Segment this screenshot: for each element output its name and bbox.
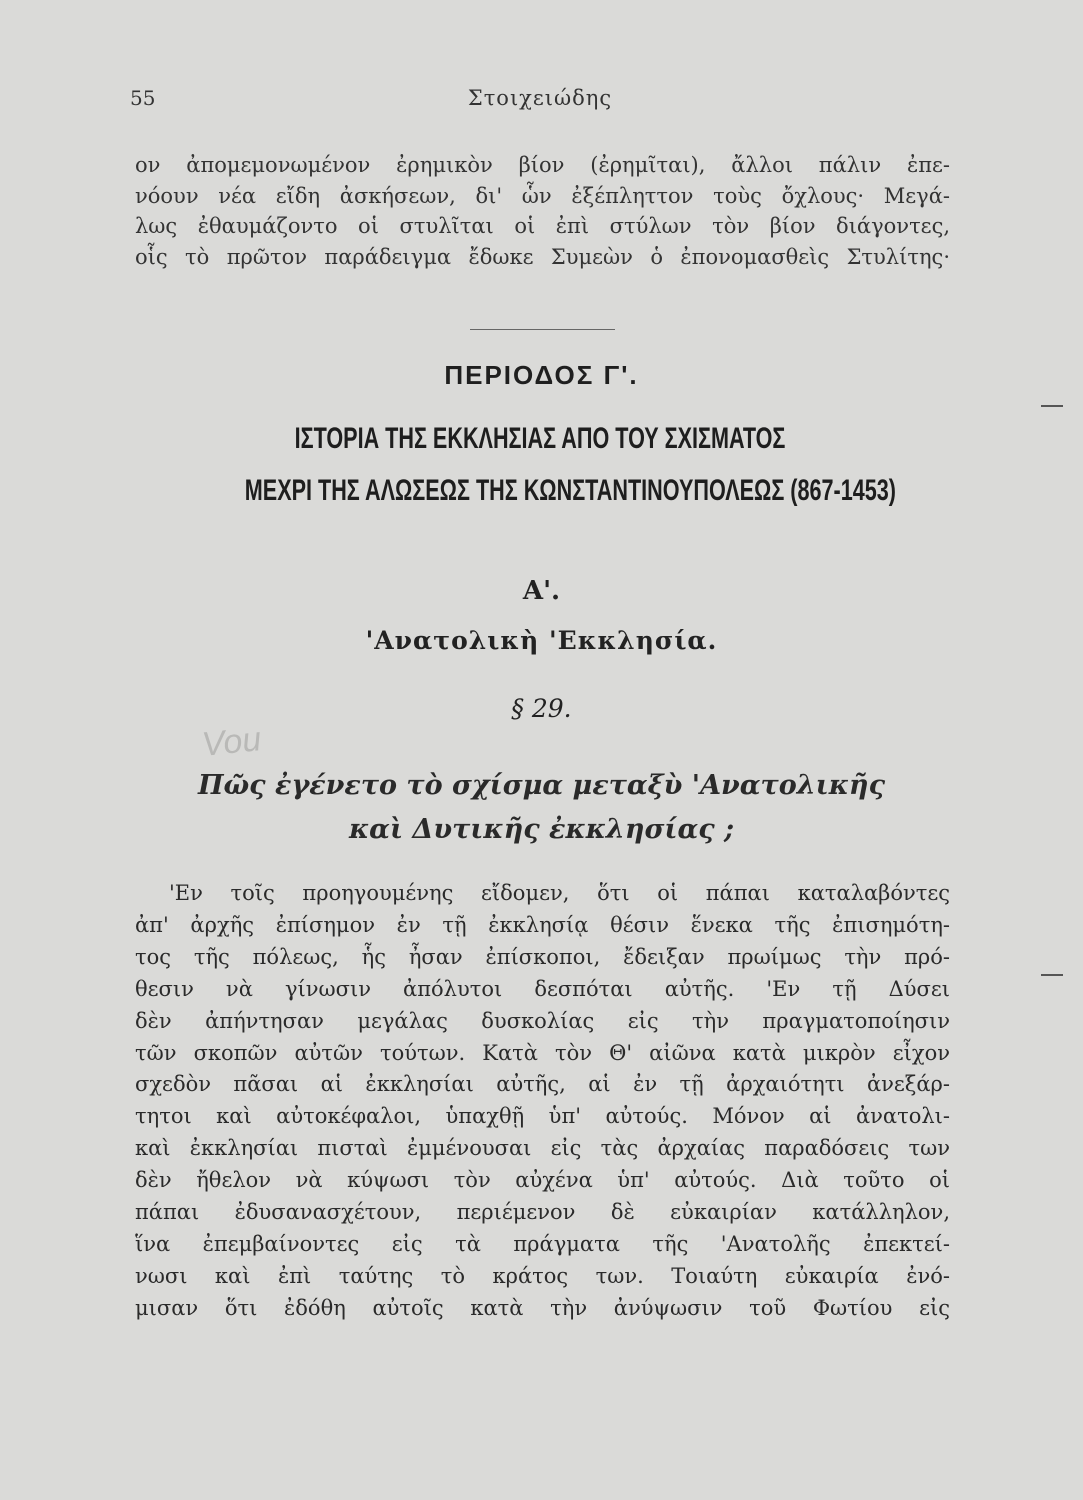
- body-line: νωσι καὶ ἐπὶ ταύτης τὸ κράτος των. Τοιαύτη εὐκαιρία ἐνό-: [135, 1263, 950, 1288]
- body-line: ἀπ' ἀρχῆς ἐπίσημον ἐν τῇ ἐκκλησίᾳ θέσιν ἕνεκα τῆς ἐπισημότη-: [135, 912, 950, 937]
- subsection-letter: Α'.: [522, 576, 561, 606]
- body-line: δὲν ἀπήντησαν μεγάλας δυσκολίας εἰς τὴν πραγματοποίησιν: [135, 1008, 950, 1033]
- margin-mark: [1041, 974, 1063, 976]
- body-line: τῶν σκοπῶν αὐτῶν τούτων. Κατὰ τὸν Θ' αἰῶνα κατὰ μικρὸν εἶχον: [135, 1040, 950, 1065]
- section-divider: [470, 329, 615, 330]
- margin-mark: [1041, 405, 1063, 407]
- body-line: 'Εν τοῖς προηγουμένης εἴδομεν, ὅτι οἱ πάπαι καταλαβόντες: [169, 881, 950, 905]
- body-line: τος τῆς πόλεως, ἧς ἦσαν ἐπίσκοποι, ἔδειξαν πρωίμως τὴν πρό-: [135, 944, 950, 969]
- lead-line: οἷς τὸ πρῶτον παράδειγμα ἔδωκε Συμεὼν ὁ ἐπονομασθεὶς Στυλίτης·: [135, 244, 950, 269]
- running-head: Στοιχειώδης: [467, 86, 613, 110]
- body-line: μισαν ὅτι ἐδόθη αὐτοῖς κατὰ τὴν ἀνύψωσιν τοῦ Φωτίου εἰς: [135, 1295, 950, 1320]
- lead-line: νόουν νέα εἴδη ἀσκήσεων, δι' ὧν ἐξέπληττον τοὺς ὄχλους· Μεγά-: [135, 183, 950, 208]
- page-number: 55: [130, 86, 156, 110]
- section-number: § 29.: [511, 694, 572, 723]
- body-line: δὲν ἤθελον νὰ κύψωσι τὸν αὐχένα ὑπ' αὐτούς. Διὰ τοῦτο οἱ: [135, 1168, 950, 1193]
- body-line: καὶ ἐκκλησίαι πισταὶ ἐμμένουσαι εἰς τὰς ἀρχαίας παραδόσεις των: [135, 1136, 950, 1161]
- body-line: σχεδὸν πᾶσαι αἱ ἐκκλησίαι αὐτῆς, αἱ ἐν τῇ ἀρχαιότητι ἀνεξάρ-: [135, 1072, 950, 1097]
- subsection-title: 'Ανατολικὴ 'Εκκλησία.: [365, 626, 718, 655]
- period-title-line2: ΜΕΧΡΙ ΤΗΣ ΑΛΩΣΕΩΣ ΤΗΣ ΚΩΝΣΤΑΝΤΙΝΟΥΠΟΛΕΩΣ (867-1453): [244, 474, 896, 507]
- period-title-line1: ΙΣΤΟΡΙΑ ΤΗΣ ΕΚΚΛΗΣΙΑΣ ΑΠΟ ΤΟΥ ΣΧΙΣΜΑΤΟΣ: [294, 422, 786, 455]
- section-question-line2: καὶ Δυτικῆς ἐκκλησίας ;: [348, 814, 735, 845]
- body-line: θεσιν νὰ γίνωσιν ἀπόλυτοι δεσπόται αὐτῆς. 'Εν τῇ Δύσει: [135, 976, 950, 1001]
- lead-paragraph: [135, 150, 950, 272]
- body-line: ἵνα ἐπεμβαίνοντες εἰς τὰ πράγματα τῆς 'Ανατολῆς ἐπεκτεί-: [135, 1231, 950, 1256]
- body-paragraph: [135, 878, 950, 1325]
- lead-line: λως ἐθαυμάζοντο οἱ στυλῖται οἱ ἐπὶ στύλων τὸν βίον διάγοντες,: [135, 214, 950, 238]
- period-label: ΠΕΡΙΟΔΟΣ Γ'.: [444, 360, 639, 390]
- pencil-annotation: Vou: [200, 720, 264, 764]
- body-line: τητοι καὶ αὐτοκέφαλοι, ὑπαχθῇ ὑπ' αὐτούς. Μόνον αἱ ἀνατολι-: [135, 1104, 950, 1129]
- page-header: [130, 86, 950, 116]
- body-line: πάπαι ἐδυσανασχέτουν, περιέμενον δὲ εὐκαιρίαν κατάλληλον,: [135, 1200, 950, 1225]
- lead-line: ον ἀπομεμονωμένον ἐρημικὸν βίον (ἐρημῖται), ἄλλοι πάλιν ἐπε-: [135, 153, 950, 177]
- section-question-line1: Πῶς ἐγένετο τὸ σχίσμα μεταξὺ 'Ανατολικῆς: [197, 770, 886, 801]
